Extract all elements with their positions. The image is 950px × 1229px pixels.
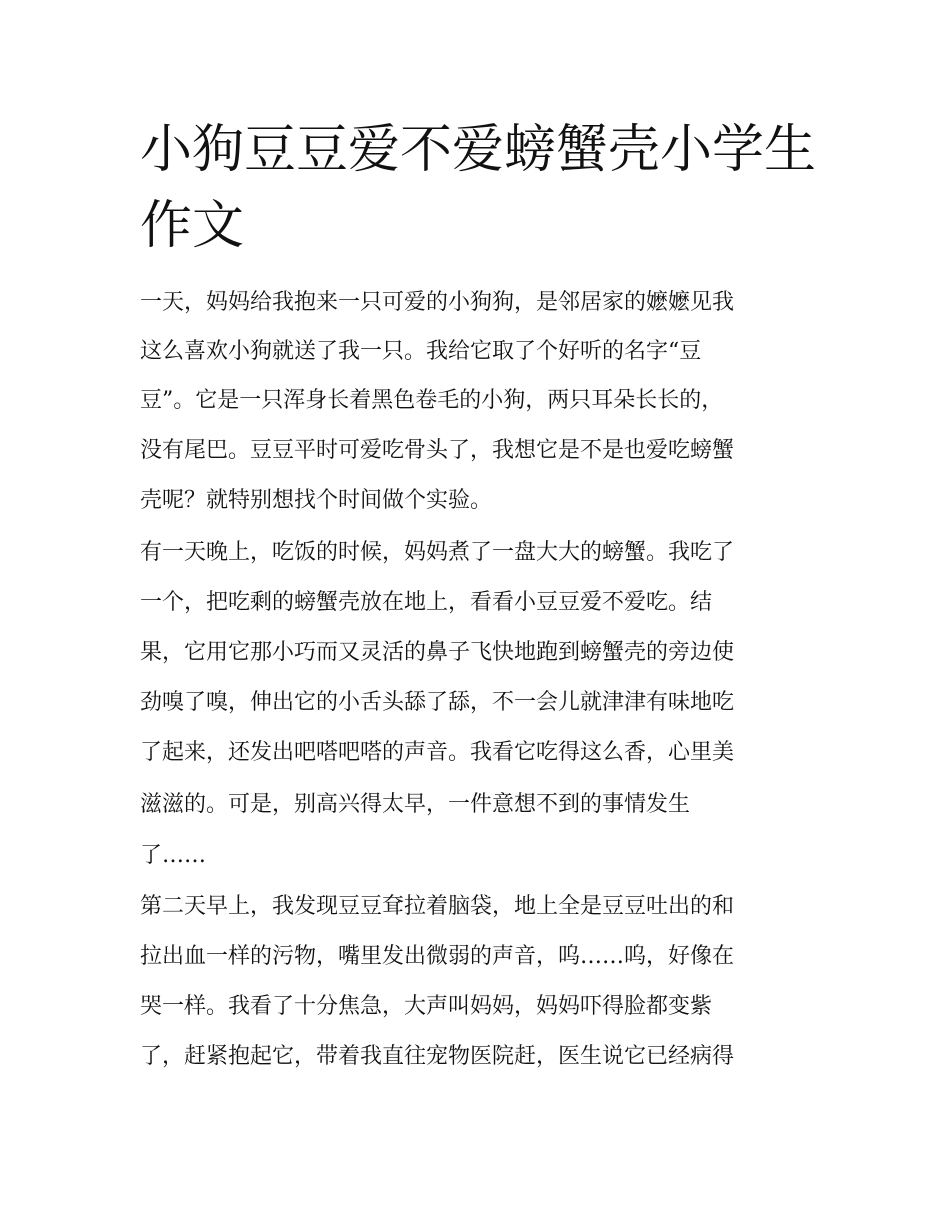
paragraph-2-line-4: 劲嗅了嗅，伸出它的小舌头舔了舔，不一会儿就津津有味地吃 xyxy=(140,690,735,715)
paragraph-1-line-3: 豆”。它是一只浑身长着黑色卷毛的小狗，两只耳朵长长的， xyxy=(140,388,724,413)
paragraph-3-line-2: 拉出血一样的污物，嘴里发出微弱的声音，呜……呜，好像在 xyxy=(140,944,735,969)
paragraph-2-line-3: 果，它用它那小巧而又灵活的鼻子飞快地跑到螃蟹壳的旁边使 xyxy=(140,640,735,665)
document-title xyxy=(140,112,840,264)
paragraph-3-line-3: 哭一样。我看了十分焦急，大声叫妈妈，妈妈吓得脸都变紫 xyxy=(140,994,713,1019)
title-line-2: 作文 xyxy=(140,196,245,256)
paragraph-2-line-5: 了起来，还发出吧嗒吧嗒的声音。我看它吃得这么香，心里美 xyxy=(140,740,735,765)
paragraph-1-line-2: 这么喜欢小狗就送了我一只。我给它取了个好听的名字“豆 xyxy=(140,339,702,364)
title-line-1: 小狗豆豆爱不爱螃蟹壳小学生 xyxy=(140,120,817,180)
paragraph-2-line-7: 了…… xyxy=(140,843,207,868)
paragraph-2-line-1: 有一天晚上，吃饭的时候，妈妈煮了一盘大大的螃蟹。我吃了 xyxy=(140,540,735,565)
paragraph-1-line-1: 一天，妈妈给我抱来一只可爱的小狗狗，是邻居家的嬷嬷见我 xyxy=(140,290,735,315)
paragraph-2-line-6: 滋滋的。可是，别高兴得太早，一件意想不到的事情发生 xyxy=(140,792,691,817)
paragraph-1-line-5: 壳呢？就特别想找个时间做个实验。 xyxy=(140,488,493,513)
paragraph-1-line-4: 没有尾巴。豆豆平时可爱吃骨头了，我想它是不是也爱吃螃蟹 xyxy=(140,438,735,463)
paragraph-3-line-4: 了，赶紧抱起它，带着我直往宠物医院赶，医生说它已经病得 xyxy=(140,1044,735,1069)
paragraph-2-line-2: 一个，把吃剩的螃蟹壳放在地上，看看小豆豆爱不爱吃。结 xyxy=(140,590,713,615)
paragraph-3-line-1: 第二天早上，我发现豆豆耷拉着脑袋，地上全是豆豆吐出的和 xyxy=(140,894,735,919)
